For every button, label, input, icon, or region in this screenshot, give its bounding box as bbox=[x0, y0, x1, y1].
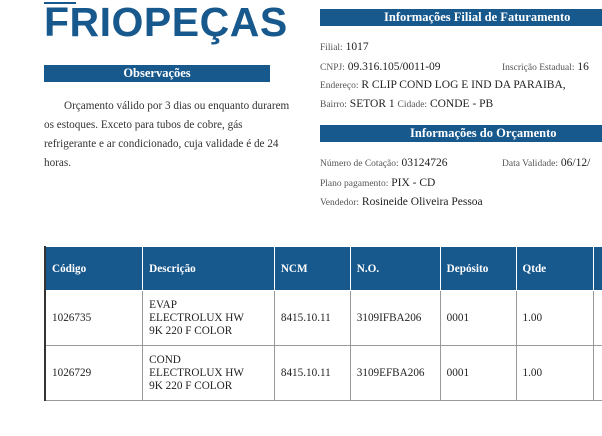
header-deposito: Depósito bbox=[440, 247, 516, 291]
desc-line: COND bbox=[149, 353, 181, 366]
cell-ncm: 8415.10.11 bbox=[274, 291, 350, 346]
cell-codigo: 1026735 bbox=[45, 291, 143, 346]
cell-descricao bbox=[143, 291, 275, 346]
cell-no: 3109IFBA206 bbox=[350, 291, 440, 346]
cell-deposito: 0001 bbox=[440, 291, 516, 346]
bairro-value: SETOR 1 bbox=[349, 98, 395, 110]
desc-line: EVAP bbox=[149, 298, 177, 311]
vendedor-value: Rosineide Oliveira Pessoa bbox=[361, 196, 483, 208]
cell-ncm: 8415.10.11 bbox=[274, 346, 350, 401]
observacoes-text: Orçamento válido por 3 dias ou enquanto durarem os estoques. Exceto para tubos de cobre, gás refrigerante e ar condicionado, cuja validade é de 24 horas. bbox=[44, 100, 290, 169]
validade-label: Data Validade: bbox=[502, 159, 559, 169]
desc-line: ELECTROLUX HW bbox=[149, 311, 244, 324]
endereco-row bbox=[320, 79, 566, 91]
header-qtde: Qtde bbox=[516, 247, 594, 291]
endereco-value: R CLIP COND LOG E IND DA PARAIBA, bbox=[361, 79, 566, 91]
desc-line: 9K 220 F COLOR bbox=[149, 379, 233, 392]
cnpj-row bbox=[320, 61, 441, 73]
cidade-label: Cidade: bbox=[397, 100, 428, 110]
plano-row bbox=[320, 177, 435, 189]
table-row bbox=[45, 291, 602, 346]
filial-value: 1017 bbox=[345, 41, 369, 53]
plano-value: PIX - CD bbox=[391, 177, 436, 189]
table-row bbox=[45, 346, 602, 401]
bairro-label: Bairro: bbox=[320, 100, 347, 110]
plano-label: Plano pagamento: bbox=[320, 179, 389, 189]
observacoes-title: Observações bbox=[44, 65, 270, 82]
ie-row bbox=[502, 61, 589, 73]
header-ncm: NCM bbox=[274, 247, 350, 291]
header-descricao: Descrição bbox=[143, 247, 275, 291]
header-codigo: Código bbox=[45, 247, 143, 291]
filial-title: Informações Filial de Faturamento bbox=[320, 9, 602, 26]
cell-extra bbox=[594, 346, 602, 401]
desc-line: ELECTROLUX HW bbox=[149, 366, 244, 379]
cell-no: 3109EFBA206 bbox=[350, 346, 440, 401]
ie-value: 16 bbox=[577, 61, 589, 73]
cell-extra bbox=[594, 291, 602, 346]
cell-descricao bbox=[143, 346, 275, 401]
cotacao-row bbox=[320, 157, 448, 169]
brand-logo: FRIOPEÇAS bbox=[44, 0, 288, 45]
cidade-value: CONDE - PB bbox=[429, 98, 494, 110]
endereco-label: Endereço: bbox=[320, 81, 359, 91]
cell-deposito: 0001 bbox=[440, 346, 516, 401]
validade-row bbox=[502, 157, 590, 169]
orcamento-title: Informações do Orçamento bbox=[320, 125, 602, 142]
filial-label: Filial: bbox=[320, 43, 343, 53]
cotacao-label: Número de Cotação: bbox=[320, 159, 399, 169]
validade-value: 06/12/ bbox=[560, 157, 591, 169]
table-header-row bbox=[45, 247, 602, 291]
cnpj-value: 09.316.105/0011-09 bbox=[347, 61, 441, 73]
header-extra bbox=[594, 247, 602, 291]
cell-codigo: 1026729 bbox=[45, 346, 143, 401]
items-table bbox=[44, 246, 602, 401]
desc-line: 9K 220 F COLOR bbox=[149, 324, 233, 337]
cnpj-label: CNPJ: bbox=[320, 63, 345, 73]
vendedor-label: Vendedor: bbox=[320, 198, 360, 208]
cell-qtde: 1.00 bbox=[516, 346, 594, 401]
ie-label: Inscrição Estadual: bbox=[502, 63, 575, 73]
vendedor-row bbox=[320, 196, 483, 208]
bairro-row bbox=[320, 98, 493, 110]
filial-row bbox=[320, 41, 369, 53]
header-no: N.O. bbox=[350, 247, 440, 291]
cotacao-value: 03124726 bbox=[401, 157, 448, 169]
cell-qtde: 1.00 bbox=[516, 291, 594, 346]
